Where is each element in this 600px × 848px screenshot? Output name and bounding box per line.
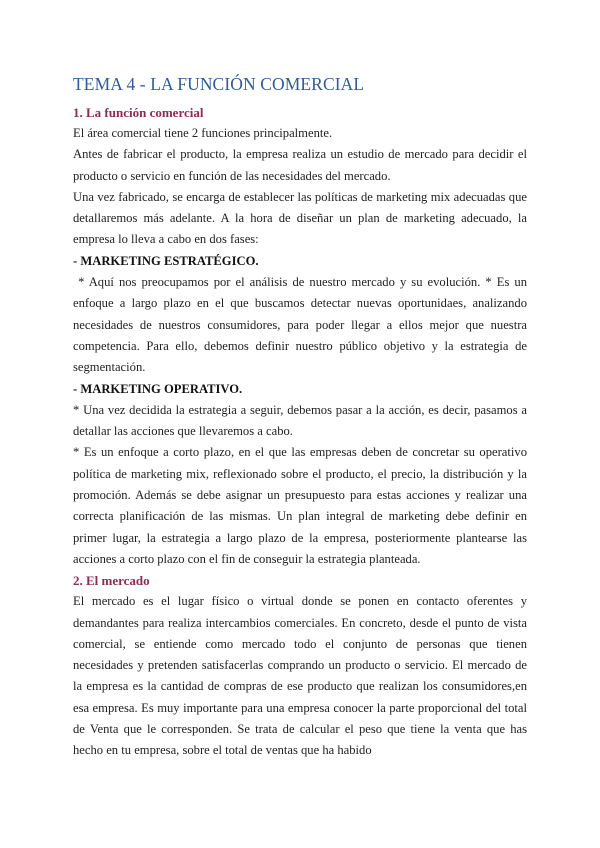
document-page: [73, 72, 531, 762]
section-heading-mercado: 2. El mercado: [73, 573, 150, 589]
subheading-marketing-estrategico: - MARKETING ESTRATÉGICO.: [73, 253, 259, 268]
paragraph-una-vez: Una vez fabricado, se encarga de establecer las políticas de marketing mix adecuadas que detallaremos más adelante. A la hora de diseñar un plan de marketing adecuado, la empresa lo lleva a cabo en dos fases:: [73, 189, 527, 247]
paragraph-operativo-2: * Es un enfoque a corto plazo, en el que las empresas deben de concretar su operativo política de marketing mix, reflexionado sobre el producto, el precio, la distribución y la promoción. Además se debe asignar un presupuesto para estas acciones y realizar una correcta planificación de las mismas. Un plan integral de marketing debe definir en primer lugar, la estrategia a largo plazo de la empresa, posteriormente plantearse las acciones a corto plazo con el fin de conseguir la estrategia planteada.: [73, 445, 527, 566]
paragraph-mercado: El mercado es el lugar físico o virtual donde se ponen en contacto oferentes y demandantes para realiza intercambios comerciales. En concreto, desde el punto de vista comercial, se entiende como mercado todo el conjunto de personas que tienen necesidades y pretenden satisfacerlas comprando un producto o servicio. El mercado de la empresa es la cantidad de compras de ese producto que realizan los consumidores,en esa empresa. Es muy importante para una empresa conocer la parte proporcional del total de Venta que le corresponden. Se trata de calcular el peso que tiene la venta que has hecho en tu empresa, sobre el total de ventas que ha habido: [73, 594, 527, 758]
subheading-marketing-operativo: - MARKETING OPERATIVO.: [73, 381, 243, 396]
paragraph-intro: El área comercial tiene 2 funciones principalmente.: [73, 126, 333, 140]
paragraph-estrategico: * Aquí nos preocupamos por el análisis de nuestro mercado y su evolución. * Es un enfoque a largo plazo en el que buscamos detectar nuevas oportunidaes, analizando necesidades de nuestros consumidores, para poder llegar a ellos mejor que nuestra competencia. Para ello, debemos definir nuestro público objetivo y la estrategia de segmentación.: [73, 275, 531, 375]
paragraph-operativo-1: * Una vez decidida la estrategia a seguir, debemos pasar a la acción, es decir, pasamos a detallar las acciones que llevaremos a cabo.: [73, 402, 527, 439]
section-heading-funcion-comercial: 1. La función comercial: [73, 105, 204, 120]
document-title: TEMA 4 - LA FUNCIÓN COMERCIAL: [73, 74, 365, 94]
paragraph-antes: Antes de fabricar el producto, la empresa realiza un estudio de mercado para decidir el producto o servicio en función de las necesidades del mercado.: [73, 147, 527, 183]
